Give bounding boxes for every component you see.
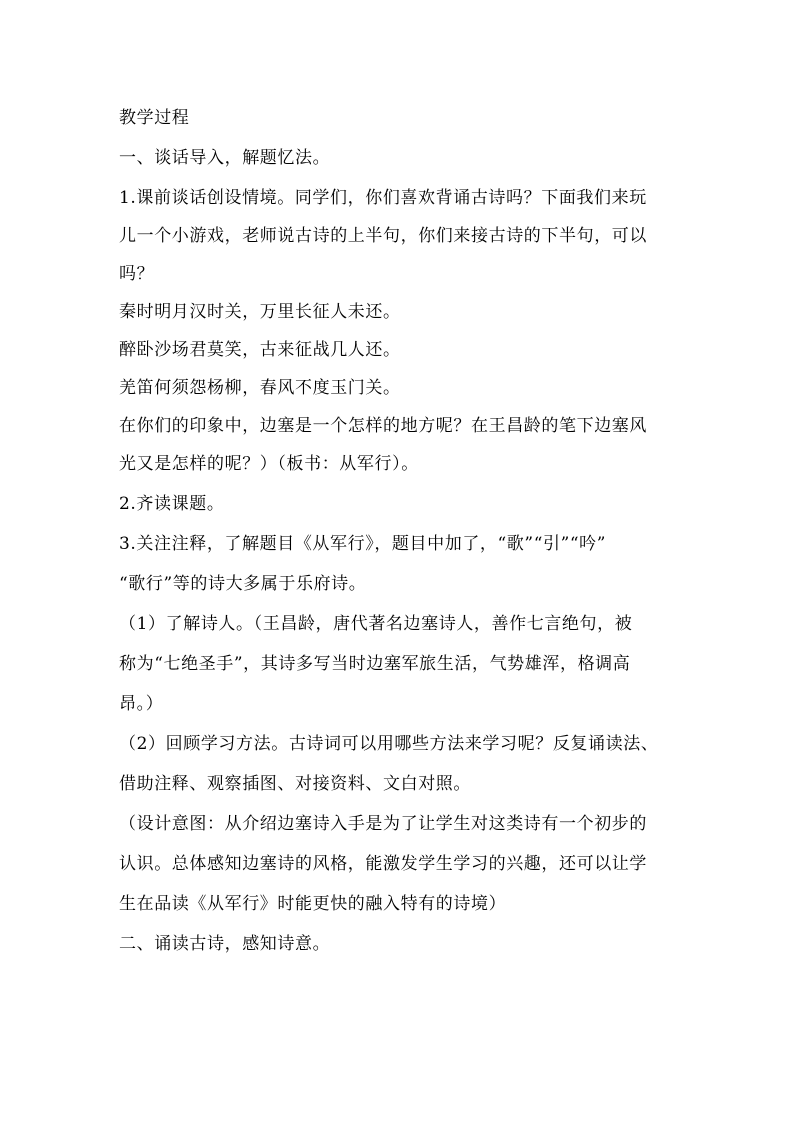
sub-item-2-paragraph (119, 726, 689, 802)
paragraph-line: “歌行”等的诗大多属于乐府诗。 (119, 574, 367, 594)
poem-lines (119, 294, 689, 406)
document-body (119, 100, 689, 962)
section-2-title: 二、诵读古诗，感知诗意。 (119, 934, 331, 954)
item-2: 2.齐读课题。 (119, 494, 225, 514)
paragraph-line: 认识。总体感知边塞诗的风格，能激发学生学习的兴趣，还可以让学 (119, 854, 647, 874)
paragraph-line: 光又是怎样的呢？）（板书：从军行）。 (119, 454, 419, 474)
paragraph-line: 生在品读《从军行》时能更快的融入特有的诗境） (119, 894, 507, 914)
item-3-paragraph (119, 526, 689, 602)
section-1-title: 一、谈话导入，解题忆法。 (119, 148, 331, 168)
item-1-paragraph (119, 180, 689, 292)
sub-item-1-paragraph (119, 606, 689, 722)
poem-line: 羌笛何须怨杨柳，春风不度玉门关。 (119, 378, 401, 398)
design-intent-paragraph (119, 806, 689, 922)
paragraph-line: （设计意图：从介绍边塞诗入手是为了让学生对这类诗有一个初步的 (119, 814, 647, 834)
paragraph-line: 儿一个小游戏，老师说古诗的上半句，你们来接古诗的下半句，可以 (119, 226, 647, 246)
paragraph-line: 3.关注注释，了解题目《从军行》，题目中加了，“歌”“引”“吟” (119, 534, 607, 554)
paragraph-line: 昂。） (119, 694, 164, 714)
paragraph-line: （1）了解诗人。（王昌龄，唐代著名边塞诗人，善作七言绝句，被 (119, 614, 633, 634)
paragraph-line: 吗？ (119, 264, 155, 284)
document-heading: 教学过程 (119, 108, 190, 128)
poem-line: 秦时明月汉时关，万里长征人未还。 (119, 302, 401, 322)
paragraph-line: 在你们的印象中，边塞是一个怎样的地方呢？在王昌龄的笔下边塞风 (119, 416, 647, 436)
paragraph-line: 借助注释、观察插图、对接资料、文白对照。 (119, 774, 471, 794)
poem-line: 醉卧沙场君莫笑，古来征战几人还。 (119, 340, 401, 360)
question-paragraph (119, 408, 689, 482)
paragraph-line: 1.课前谈话创设情境。同学们，你们喜欢背诵古诗吗？下面我们来玩 (119, 188, 647, 208)
paragraph-line: 称为“七绝圣手”，其诗多写当时边塞军旅生活，气势雄浑，格调高 (119, 654, 631, 674)
paragraph-line: （2）回顾学习方法。古诗词可以用哪些方法来学习呢？反复诵读法、 (119, 734, 659, 754)
